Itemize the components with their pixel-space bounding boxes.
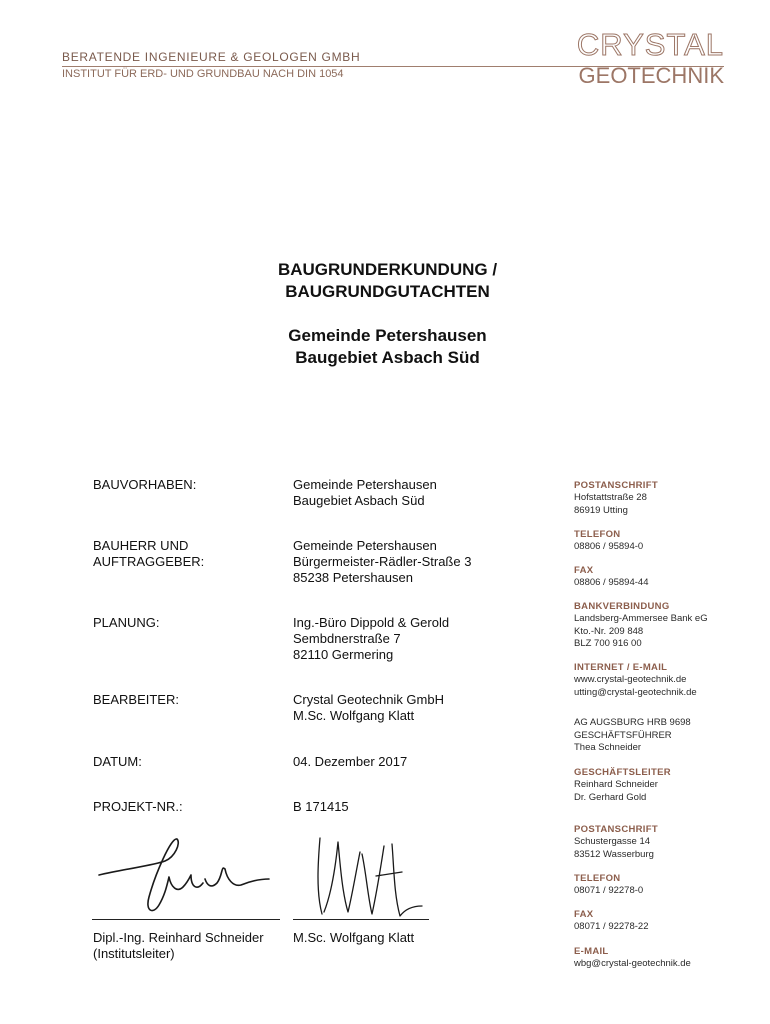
report-title-line-2: BAUGRUNDGUTACHTEN [285, 282, 490, 301]
sidebar-text: 86919 Utting [574, 504, 628, 516]
label-bauvorhaben: BAUVORHABEN: [93, 477, 197, 492]
sidebar-heading: TELEFON [574, 529, 621, 540]
label-projekt-nr: PROJEKT-NR.: [93, 799, 183, 814]
sidebar-heading: POSTANSCHRIFT [574, 824, 658, 835]
sidebar-text: 08806 / 95894-44 [574, 577, 649, 588]
report-subtitle-line-2: Baugebiet Asbach Süd [295, 348, 480, 367]
value-projekt-nr: B 171415 [293, 799, 349, 814]
value-planung-1: Ing.-Büro Dippold & Gerold [293, 615, 450, 630]
signature-schneider [95, 835, 275, 920]
label-datum: DATUM: [93, 754, 142, 769]
sidebar-text: 08806 / 95894-0 [574, 541, 644, 552]
value-bauherr-2: Bürgermeister-Rädler-Straße 3 [293, 554, 472, 569]
sidebar-text: Thea Schneider [574, 742, 642, 753]
sidebar-heading: FAX [574, 909, 594, 920]
signature-line-right [293, 919, 429, 920]
sidebar-text: 08071 / 92278-22 [574, 921, 649, 932]
sidebar-heading: INTERNET / E-MAIL [574, 662, 668, 673]
sidebar-telefon-wasserburg [574, 872, 759, 898]
value-bearbeiter-2: M.Sc. Wolfgang Klatt [293, 708, 415, 723]
sidebar-text: Landsberg-Ammersee Bank eG [574, 613, 708, 624]
sidebar-bankverbindung [574, 600, 759, 651]
sidebar-heading: GESCHÄFTSLEITER [574, 767, 671, 778]
signatory-left-role: (Institutsleiter) [93, 946, 175, 961]
sidebar-fax-wasserburg [574, 908, 759, 934]
signature-klatt [310, 832, 430, 922]
logo-crystal: CRYSTAL [576, 27, 724, 62]
value-datum: 04. Dezember 2017 [293, 754, 408, 769]
sidebar-text: BLZ 700 916 00 [574, 638, 642, 649]
signatory-right-name: M.Sc. Wolfgang Klatt [293, 930, 415, 945]
value-bearbeiter-1: Crystal Geotechnik GmbH [293, 692, 444, 707]
value-planung-3: 82110 Germering [293, 647, 394, 662]
logo-geotechnik: GEOTECHNIK [578, 63, 724, 88]
sidebar-text: 08071 / 92278-0 [574, 885, 644, 896]
value-bauherr-3: 85238 Petershausen [293, 570, 413, 585]
sidebar-heading: E-MAIL [574, 946, 609, 957]
sidebar-internet-email [574, 661, 759, 699]
email-link[interactable]: utting@crystal-geotechnik.de [574, 686, 697, 698]
sidebar-text: GESCHÄFTSFÜHRER [574, 729, 672, 741]
sidebar-postanschrift-wasserburg [574, 823, 759, 861]
label-bauherr-2: AUFTRAGGEBER: [93, 554, 205, 569]
sidebar-text: Reinhard Schneider [574, 779, 658, 790]
label-planung: PLANUNG: [93, 615, 160, 630]
label-bearbeiter: BEARBEITER: [93, 692, 179, 707]
letterhead-institute-line: INSTITUT FÜR ERD- UND GRUNDBAU NACH DIN 1054 [62, 68, 344, 80]
value-bauvorhaben-2: Baugebiet Asbach Süd [293, 493, 425, 508]
letterhead-company-line: BERATENDE INGENIEURE & GEOLOGEN GMBH [62, 50, 361, 64]
label-bauherr-1: BAUHERR UND [93, 538, 189, 553]
sidebar-postanschrift-utting [574, 479, 759, 517]
sidebar-heading: TELEFON [574, 873, 621, 884]
sidebar-fax-utting [574, 564, 759, 590]
sidebar-registry [574, 717, 759, 755]
sidebar-email-wasserburg [574, 945, 759, 971]
signature-line-left [92, 919, 280, 920]
sidebar-heading: POSTANSCHRIFT [574, 480, 658, 491]
sidebar-geschaeftsleiter [574, 766, 759, 804]
sidebar-heading: FAX [574, 565, 594, 576]
value-bauherr-1: Gemeinde Petershausen [293, 538, 437, 553]
sidebar-text: Schustergasse 14 [574, 836, 651, 847]
sidebar-text: AG AUGSBURG HRB 9698 [574, 717, 691, 728]
website-link[interactable]: www.crystal-geotechnik.de [574, 674, 687, 685]
signatory-left-name: Dipl.-Ing. Reinhard Schneider [93, 930, 264, 945]
sidebar-telefon-utting [574, 528, 759, 554]
email-link[interactable]: wbg@crystal-geotechnik.de [574, 958, 691, 969]
sidebar-text: Kto.-Nr. 209 848 [574, 625, 644, 637]
value-planung-2: Sembdnerstraße 7 [293, 631, 401, 646]
report-title-line-1: BAUGRUNDERKUNDUNG / [277, 260, 498, 279]
value-bauvorhaben-1: Gemeinde Petershausen [293, 477, 437, 492]
sidebar-text: 83512 Wasserburg [574, 848, 654, 860]
sidebar-text: Hofstattstraße 28 [574, 492, 647, 503]
report-subtitle-line-1: Gemeinde Petershausen [288, 326, 487, 345]
sidebar-text: Dr. Gerhard Gold [574, 791, 647, 803]
sidebar-heading: BANKVERBINDUNG [574, 601, 670, 612]
